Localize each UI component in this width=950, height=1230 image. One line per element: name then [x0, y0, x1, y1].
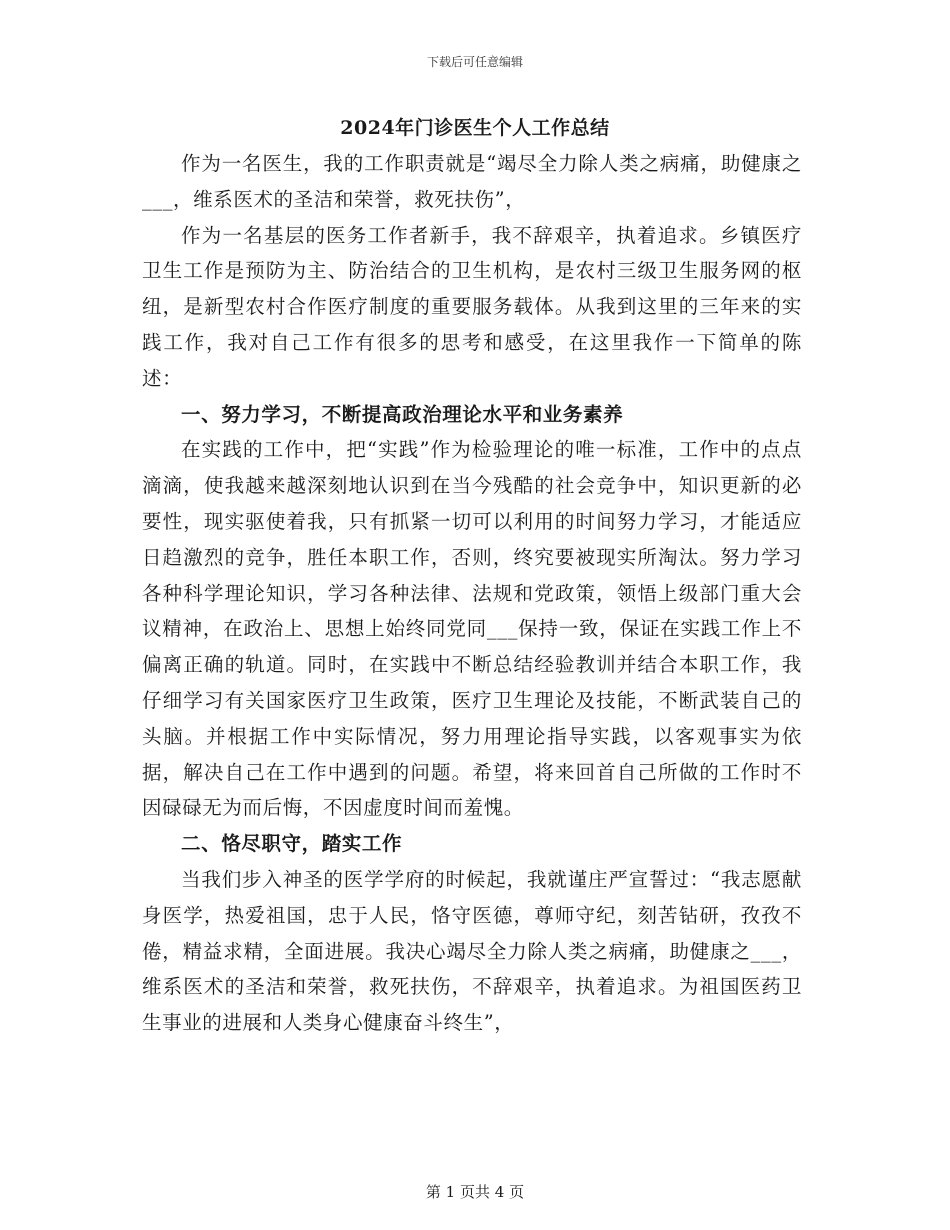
paragraph-study: 在实践的工作中，把“实践”作为检验理论的唯一标准，工作中的点点滴滴，使我越来越深刻地认识到在当今残酷的社会竞争中，知识更新的必要性，现实驱使着我，只有抓紧一切可以利用的时间努力学习，才能适应日趋激烈的竞争，胜任本职工作，否则，终究要被现实所淘汰。努力学习各种科学理论知识，学习各种法律、法规和党政策，领悟上级部门重大会议精神，在政治上、思想上始终同党同___保持一致，保证在实践工作上不偏离正确的轨道。同时，在实践中不断总结经验教训并结合本职工作，我仔细学习有关国家医疗卫生政策，医疗卫生理论及技能，不断武装自己的头脑。并根据工作中实际情况，努力用理论指导实践，以客观事实为依据，解决自己在工作中遇到的问题。希望，将来回首自己所做的工作时不因碌碌无为而后悔，不因虚度时间而羞愧。: [142, 438, 802, 820]
paragraph-intro: 作为一名医生，我的工作职责就是“竭尽全力除人类之病痛，助健康之___，维系医术的圣洁和荣誉，救死扶伤”，: [142, 152, 802, 211]
document-body: [142, 146, 802, 1041]
paragraph-duty: 当我们步入神圣的医学学府的时候起，我就谨庄严宣誓过：“我志愿献身医学，热爱祖国，忠于人民，恪守医德，尊师守纪，刻苦钻研，孜孜不倦，精益求精，全面进展。我决心竭尽全力除人类之病痛，助健康之___，维系医术的圣洁和荣誉，救死扶伤，不辞艰辛，执着追求。为祖国医药卫生事业的进展和人类身心健康奋斗终生”，: [142, 867, 802, 1035]
header-note: 下载后可任意编辑: [426, 55, 523, 69]
section-heading-study: 一、努力学习，不断提高政治理论水平和业务素养: [181, 402, 624, 426]
paragraph-background: 作为一名基层的医务工作者新手，我不辞艰辛，执着追求。乡镇医疗卫生工作是预防为主、防治结合的卫生机构，是农村三级卫生服务网的枢纽，是新型农村合作医疗制度的重要服务载体。从我到这里的三年来的实践工作，我对自己工作有很多的思考和感受，在这里我作一下简单的陈述：: [142, 223, 802, 390]
document-title: 2024年门诊医生个人工作总结: [340, 117, 610, 139]
section-heading-duty: 二、恪尽职守，踏实工作: [181, 832, 403, 856]
page-number-footer: 第 1 页共 4 页: [425, 1183, 525, 1201]
